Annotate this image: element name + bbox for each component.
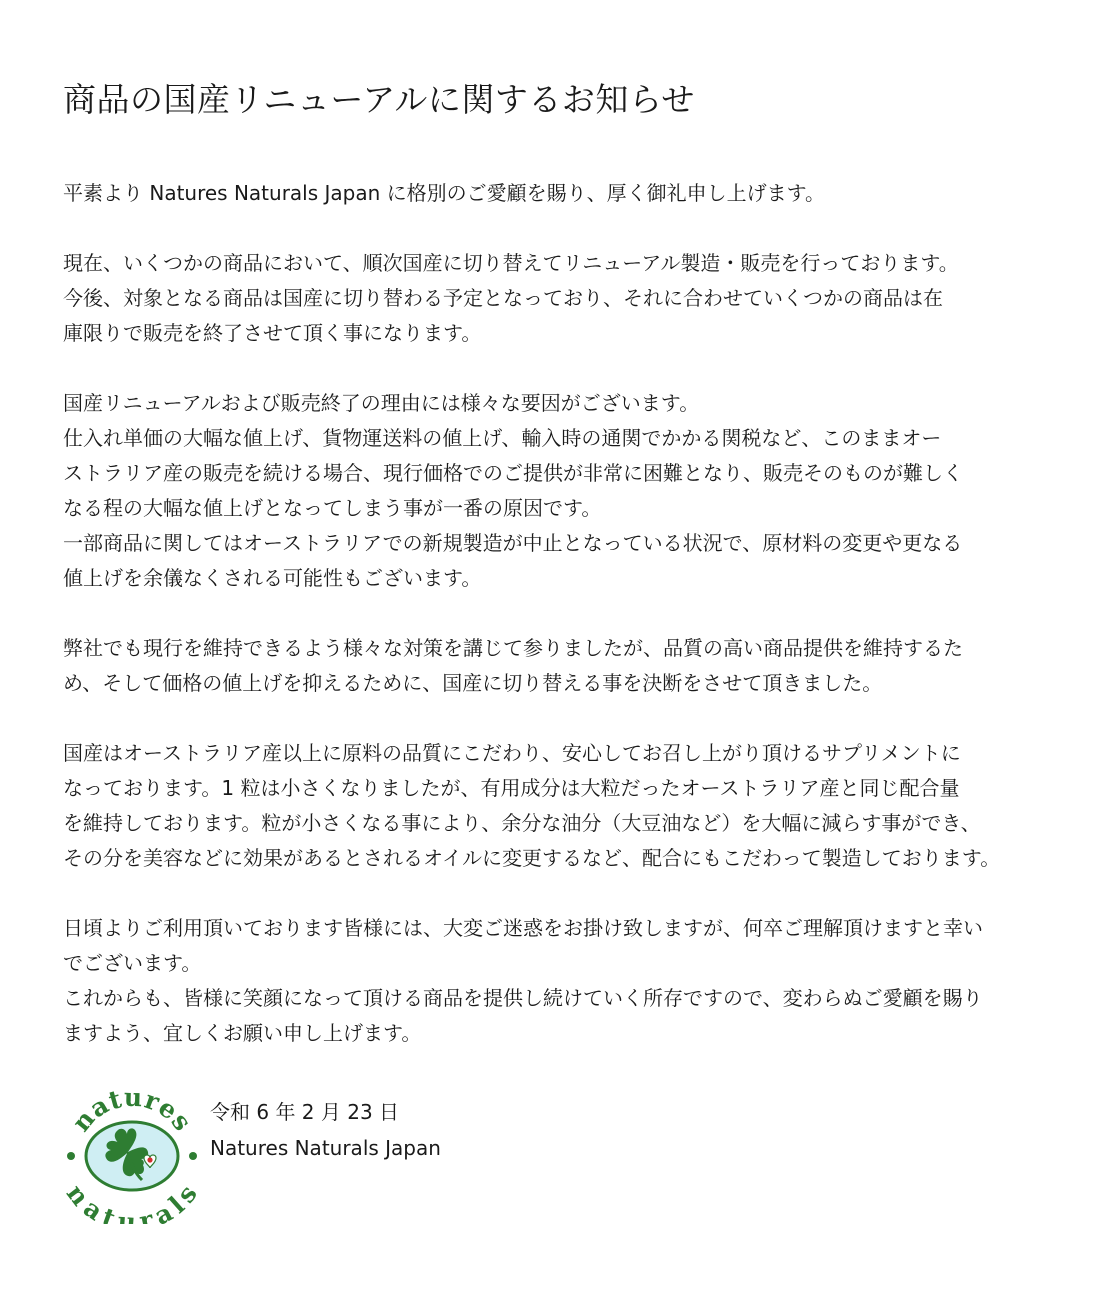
page-title: 商品の国産リニューアルに関するお知らせ <box>63 80 695 119</box>
paragraph-reasons <box>63 386 1063 596</box>
paragraph-renewal <box>63 246 1063 351</box>
text-line: を維持しております。粒が小さくなる事により、余分な油分（大豆油など）を大幅に減らす事ができ、 <box>63 811 981 835</box>
company-name: Natures Naturals Japan <box>210 1136 441 1160</box>
text-line: 値上げを余儀なくされる可能性もございます。 <box>63 566 482 590</box>
text-line: ますよう、宜しくお願い申し上げます。 <box>63 1021 422 1045</box>
text-line: 日頃よりご利用頂いております皆様には、大変ご迷惑をお掛け致しますが、何卒ご理解頂けますと幸い <box>63 916 983 940</box>
text-line: 一部商品に関してはオーストラリアでの新規製造が中止となっている状況で、原材料の変更や更なる <box>63 531 963 555</box>
paragraph-greeting <box>63 176 1063 211</box>
text-line: その分を美容などに効果があるとされるオイルに変更するなど、配合にもこだわって製造しております。 <box>63 846 1001 870</box>
text-line: 国産リニューアルおよび販売終了の理由には様々な要因がございます。 <box>63 391 700 415</box>
logo-bottom-text: natural <box>64 1178 191 1224</box>
text-line: 現在、いくつかの商品において、順次国産に切り替えてリニューアル製造・販売を行っております。 <box>63 251 959 275</box>
text-line: 仕入れ単価の大幅な値上げ、貨物運送料の値上げ、輸入時の通関でかかる関税など、このままオー <box>63 426 942 450</box>
text-line: なる程の大幅な値上げとなってしまう事が一番の原因です。 <box>63 496 602 520</box>
text-line: これからも、皆様に笑顔になって頂ける商品を提供し続けていく所存ですので、変わらぬご愛顧を賜り <box>63 986 983 1010</box>
paragraph-quality <box>63 736 1063 876</box>
text-line: 平素より Natures Naturals Japan に格別のご愛顧を賜り、厚く御礼申し上げます。 <box>63 181 826 205</box>
text-line: 国産はオーストラリア産以上に原料の品質にこだわり、安心してお召し上がり頂けるサプリメントに <box>63 741 961 765</box>
text-line: 弊社でも現行を維持できるよう様々な対策を講じて参りましたが、品質の高い商品提供を維持するた <box>63 636 963 660</box>
paragraph-closing <box>63 911 1063 1051</box>
logo-graphic <box>64 1088 200 1224</box>
natures-naturals-logo <box>64 1088 200 1224</box>
text-line: め、そして価格の値上げを抑えるために、国産に切り替える事を決断をさせて頂きました。 <box>63 671 883 695</box>
issue-date: 令和 6 年 2 月 23 日 <box>210 1100 400 1124</box>
text-line: ストラリア産の販売を続ける場合、現行価格でのご提供が非常に困難となり、販売そのものが難しく <box>63 461 963 485</box>
notice-body <box>63 176 1063 1086</box>
text-line: 今後、対象となる商品は国産に切り替わる予定となっており、それに合わせていくつかの商品は在 <box>63 286 943 310</box>
text-line: なっております。1 粒は小さくなりましたが、有用成分は大粒だったオーストラリア産と同じ配合量 <box>63 776 960 800</box>
text-line: でございます。 <box>63 951 202 975</box>
logo-top-text: natures <box>66 1088 198 1137</box>
paragraph-decision <box>63 631 1063 701</box>
text-line: 庫限りで販売を終了させて頂く事になります。 <box>63 321 482 345</box>
signature-block <box>210 1094 441 1166</box>
